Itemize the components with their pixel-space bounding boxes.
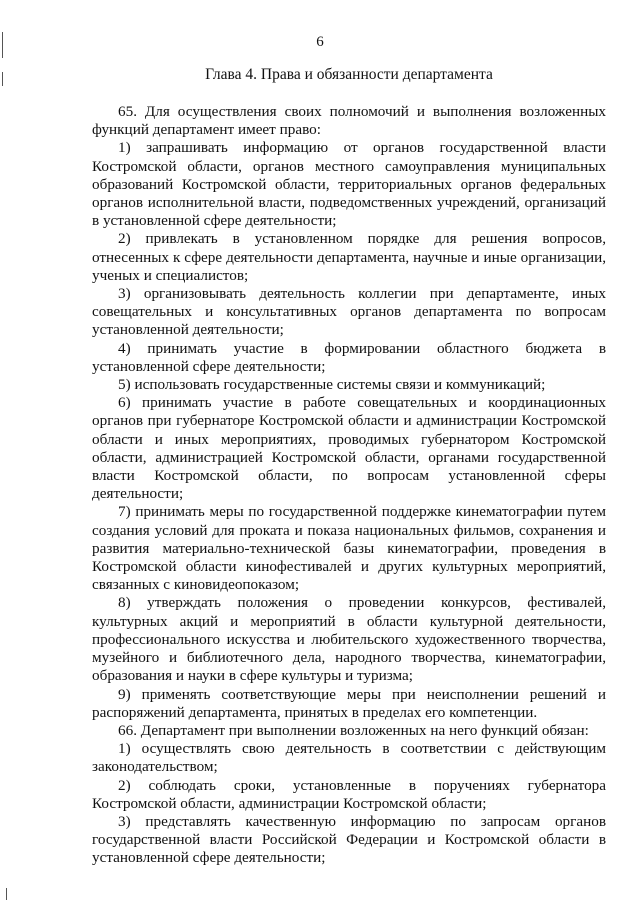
paragraph-65-item-7: 7) принимать меры по государственной поддержке кинематографии путем создания условий для проката и показа национальных фильмов, сохранения и развития материально-технической базы кинематографии, проведения в Костромской области кинофестивалей и других культурных мероприятий, связанных с киновидеопоказом; (92, 503, 606, 594)
paragraph-65-item-2: 2) привлекать в установленном порядке для решения вопросов, отнесенных к сфере деятельности департамента, научные и иные организации, ученых и специалистов; (92, 230, 606, 284)
scan-edge-mark (6, 888, 7, 900)
scan-edge-mark (2, 72, 3, 86)
paragraph-66-intro: 66. Департамент при выполнении возложенных на него функций обязан: (118, 721, 589, 739)
paragraph-65-item-6: 6) принимать участие в работе совещательных и координационных органов при губернаторе Костромской области и администрации Костромской области и иных мероприятиях, проводимых губернатором Костромской области, администрацией Костромской области, органами государственной власти Костромской области, по вопросам установленной сферы деятельности; (92, 394, 606, 503)
paragraph-65-item-3: 3) организовывать деятельность коллегии при департаменте, иных совещательных и консультативных органов департамента по вопросам установленной деятельности; (92, 285, 606, 339)
page-number: 6 (316, 34, 324, 50)
document-body (92, 103, 606, 868)
paragraph-65-item-1: 1) запрашивать информацию от органов государственной власти Костромской области, органов местного самоуправления муниципальных образований Костромской области, территориальных органов федеральных органов исполнительной власти, подведомственных учреждений, организаций в установленной сфере деятельности; (92, 139, 606, 230)
chapter-title: Глава 4. Права и обязанности департамента (205, 66, 493, 83)
paragraph-65-item-5: 5) использовать государственные системы связи и коммуникаций; (118, 376, 546, 394)
paragraph-66-item-3: 3) представлять качественную информацию по запросам органов государственной власти Российской Федерации и Костромской области в установленной сфере деятельности; (92, 812, 606, 867)
paragraph-66-item-1: 1) осуществлять свою деятельность в соответствии с действующим законодательством; (92, 740, 606, 776)
paragraph-65-item-4: 4) принимать участие в формировании областного бюджета в установленной сфере деятельности; (92, 339, 606, 375)
paragraph-65-item-8: 8) утверждать положения о проведении конкурсов, фестивалей, культурных акций и мероприятий в области культурной деятельности, профессионального искусства и любительского художественного творчества, музейного и библиотечного дела, народного творчества, кинематографии, образования и науки в сфере культуры и туризма; (92, 594, 606, 685)
paragraph-65-item-9: 9) применять соответствующие меры при неисполнении решений и распоряжений департамента, принятых в пределах его компетенции. (92, 685, 606, 721)
paragraph-65-intro: 65. Для осуществления своих полномочий и выполнения возложенных функций департамент имеет право: (92, 103, 606, 139)
paragraph-66-item-2: 2) соблюдать сроки, установленные в поручениях губернатора Костромской области, администрации Костромской области; (92, 776, 606, 812)
